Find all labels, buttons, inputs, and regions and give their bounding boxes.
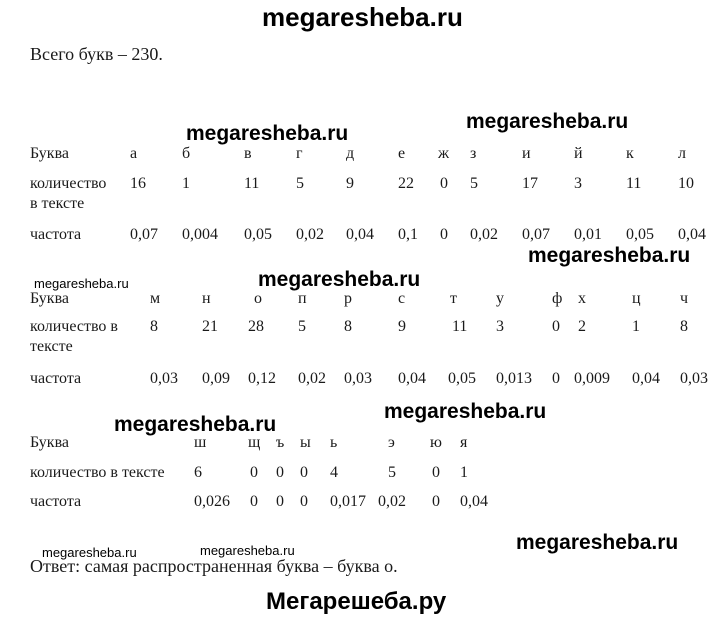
watermark: megaresheba.ru — [186, 122, 349, 145]
watermark-small: megaresheba.ru — [34, 276, 129, 291]
letter-cell: а — [130, 145, 138, 162]
row-label-count: количество — [30, 175, 107, 192]
letter-cell: и — [522, 145, 531, 162]
count-cell: 0 — [250, 464, 258, 481]
frequency-cell: 0,02 — [470, 226, 498, 243]
row-label-frequency: частота — [30, 493, 82, 510]
letter-cell: ы — [300, 434, 311, 451]
letter-cell: я — [460, 434, 468, 451]
frequency-cell: 0,01 — [574, 226, 602, 243]
frequency-cell: 0,02 — [298, 370, 326, 387]
watermark-top: megaresheba.ru — [262, 2, 463, 32]
count-cell: 28 — [248, 318, 264, 335]
letter-cell: ж — [438, 145, 450, 162]
count-cell: 1 — [182, 175, 190, 192]
frequency-cell: 0,004 — [182, 226, 218, 243]
frequency-cell: 0 — [552, 370, 560, 387]
row-label-letter: Буква — [30, 145, 70, 162]
letter-cell: к — [626, 145, 634, 162]
letter-cell: з — [470, 145, 477, 162]
row-label-frequency: частота — [30, 226, 82, 243]
letter-cell: ш — [194, 434, 207, 451]
letter-cell: ч — [680, 290, 689, 307]
frequency-cell: 0,03 — [150, 370, 178, 387]
count-cell: 3 — [574, 175, 582, 192]
total-letters-text: Всего букв – 230. — [30, 44, 163, 64]
letter-cell: ь — [330, 434, 338, 451]
count-cell: 5 — [388, 464, 396, 481]
watermark: megaresheba.ru — [466, 110, 629, 133]
count-cell: 5 — [298, 318, 306, 335]
letter-cell: с — [398, 290, 406, 307]
letter-cell: э — [388, 434, 395, 451]
count-cell: 9 — [346, 175, 354, 192]
frequency-cell: 0 — [432, 493, 440, 510]
letter-cell: в — [244, 145, 252, 162]
count-cell: 0 — [300, 464, 308, 481]
count-cell: 0 — [552, 318, 560, 335]
frequency-cell: 0,026 — [194, 493, 230, 510]
letter-cell: р — [344, 290, 352, 307]
letter-cell: ф — [552, 290, 563, 307]
count-cell: 21 — [202, 318, 218, 335]
count-cell: 10 — [678, 175, 694, 192]
frequency-cell: 0,09 — [202, 370, 230, 387]
row-label-letter: Буква — [30, 434, 70, 451]
letter-cell: ъ — [276, 434, 285, 451]
letter-cell: м — [150, 290, 161, 307]
count-cell: 1 — [460, 464, 468, 481]
count-cell: 22 — [398, 175, 414, 192]
count-cell: 2 — [578, 318, 586, 335]
frequency-cell: 0 — [250, 493, 258, 510]
count-cell: 9 — [398, 318, 406, 335]
count-cell: 4 — [330, 464, 338, 481]
letter-cell: ю — [430, 434, 442, 451]
letter-cell: н — [202, 290, 211, 307]
frequency-cell: 0,05 — [448, 370, 476, 387]
count-cell: 5 — [296, 175, 304, 192]
row-label-frequency: частота — [30, 370, 82, 387]
letter-cell: г — [296, 145, 303, 162]
frequency-cell: 0,017 — [330, 493, 366, 510]
frequency-cell: 0 — [276, 493, 284, 510]
frequency-cell: 0,05 — [244, 226, 272, 243]
watermark-small: megaresheba.ru — [200, 543, 295, 558]
row-label-letter: Буква — [30, 290, 70, 307]
count-cell: 0 — [276, 464, 284, 481]
watermark-bottom: Мегарешеба.ру — [266, 588, 447, 615]
frequency-cell: 0,07 — [522, 226, 550, 243]
count-cell: 5 — [470, 175, 478, 192]
frequency-cell: 0,02 — [378, 493, 406, 510]
count-cell: 11 — [452, 318, 468, 335]
letter-cell: т — [450, 290, 457, 307]
letter-cell: б — [182, 145, 191, 162]
frequency-cell: 0,03 — [344, 370, 372, 387]
count-cell: 8 — [150, 318, 158, 335]
watermark: megaresheba.ru — [258, 268, 421, 291]
count-cell: 1 — [632, 318, 640, 335]
count-cell: 11 — [244, 175, 260, 192]
frequency-cell: 0,07 — [130, 226, 158, 243]
letter-cell: о — [254, 290, 262, 307]
frequency-cell: 0,1 — [398, 226, 418, 243]
count-cell: 0 — [432, 464, 440, 481]
frequency-cell: 0,05 — [626, 226, 654, 243]
count-cell: 8 — [344, 318, 352, 335]
frequency-cell: 0 — [300, 493, 308, 510]
letter-cell: щ — [248, 434, 261, 451]
letter-cell: ц — [632, 290, 641, 307]
answer-text: Ответ: самая распространенная буква – буква о. — [30, 556, 398, 576]
watermark: megaresheba.ru — [384, 400, 547, 423]
letter-cell: п — [298, 290, 307, 307]
frequency-cell: 0,013 — [496, 370, 532, 387]
watermark-small: megaresheba.ru — [42, 545, 137, 560]
count-cell: 3 — [496, 318, 504, 335]
frequency-cell: 0,04 — [678, 226, 706, 243]
letter-cell: е — [398, 145, 406, 162]
count-cell: 17 — [522, 175, 538, 192]
frequency-cell: 0,04 — [398, 370, 426, 387]
row-label-count: количество в тексте — [30, 464, 165, 481]
count-cell: 6 — [194, 464, 202, 481]
watermark: megaresheba.ru — [516, 531, 679, 554]
count-cell: 16 — [130, 175, 146, 192]
row-label-count-cont: в тексте — [30, 195, 85, 212]
frequency-cell: 0 — [440, 226, 448, 243]
count-cell: 11 — [626, 175, 642, 192]
letter-cell: у — [496, 290, 504, 307]
row-label-count: количество в — [30, 318, 118, 335]
frequency-cell: 0,04 — [346, 226, 374, 243]
frequency-cell: 0,04 — [632, 370, 660, 387]
frequency-cell: 0,12 — [248, 370, 276, 387]
letter-cell: д — [346, 145, 355, 162]
frequency-cell: 0,009 — [574, 370, 610, 387]
row-label-count-cont: тексте — [30, 338, 73, 355]
letter-cell: й — [574, 145, 583, 162]
letter-cell: х — [578, 290, 586, 307]
count-cell: 0 — [440, 175, 448, 192]
count-cell: 8 — [680, 318, 688, 335]
watermark: megaresheba.ru — [114, 413, 277, 436]
frequency-cell: 0,03 — [680, 370, 708, 387]
letter-cell: л — [678, 145, 686, 162]
frequency-cell: 0,02 — [296, 226, 324, 243]
watermark: megaresheba.ru — [528, 244, 691, 267]
frequency-cell: 0,04 — [460, 493, 488, 510]
